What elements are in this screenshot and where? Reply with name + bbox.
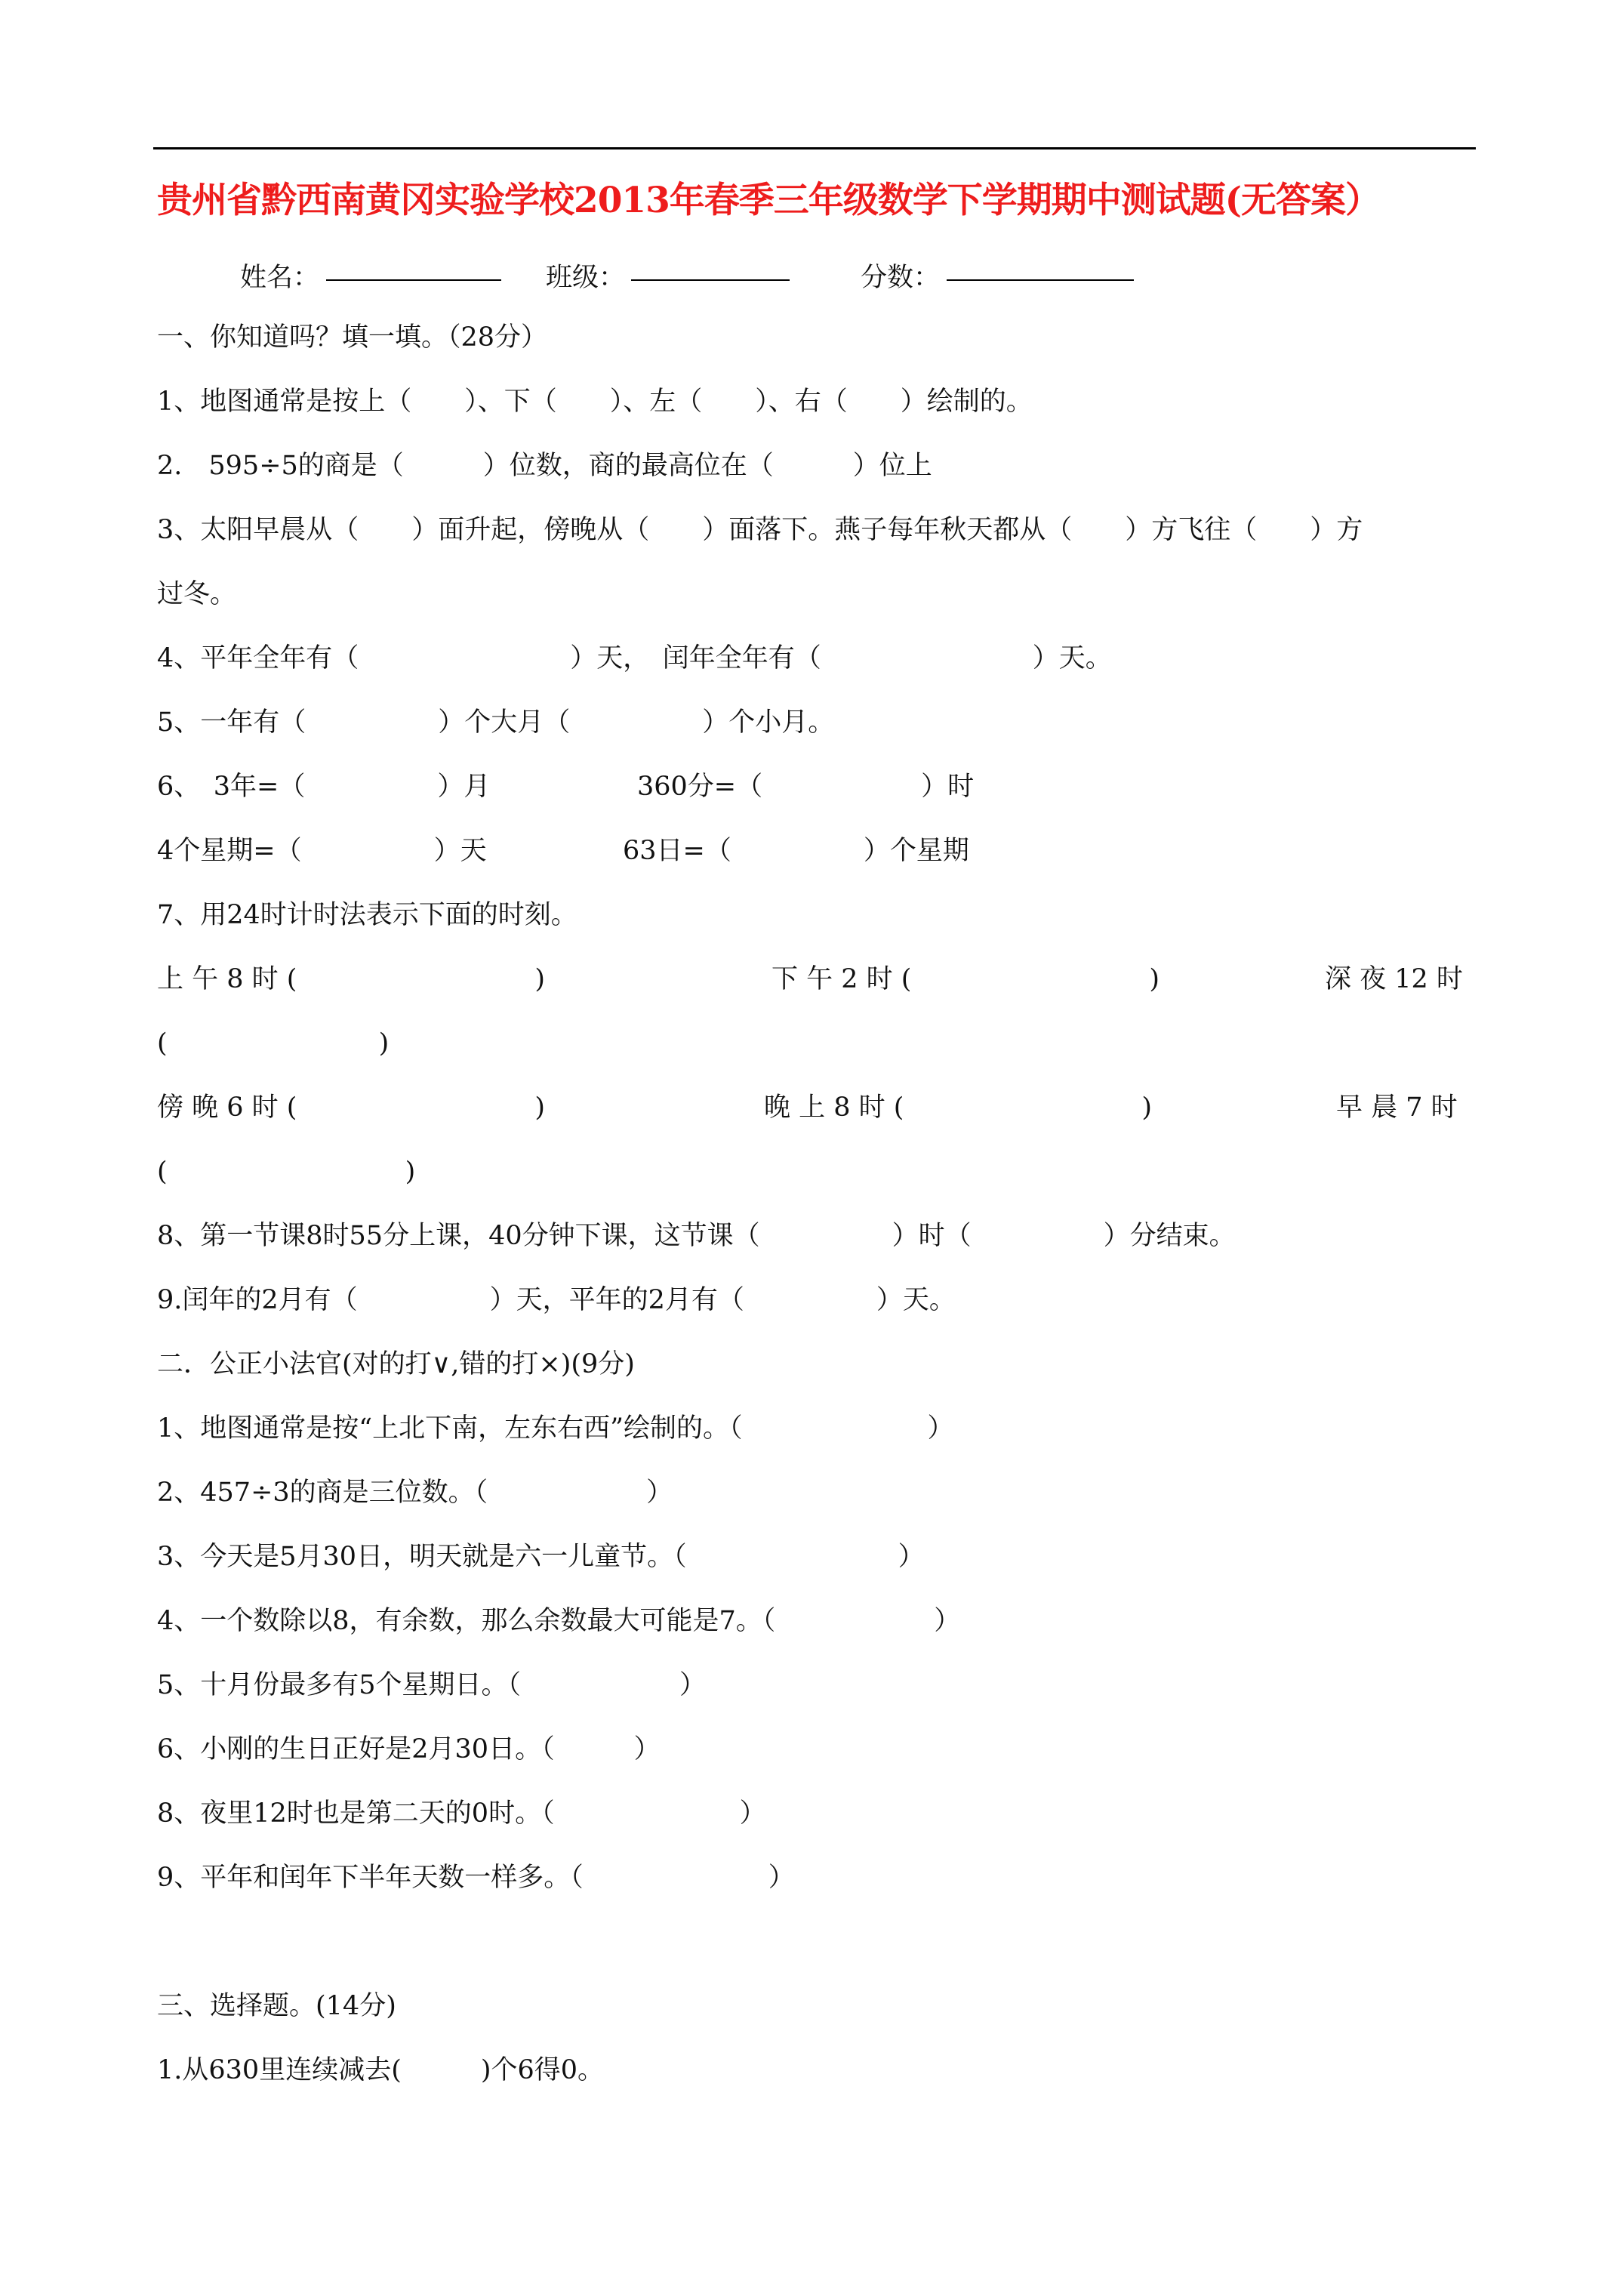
s1-q7-afternoon-2: 下 午 2 时 ( ) xyxy=(771,964,1160,994)
s1-question-3: 3、太阳早晨从（ ）面升起，傍晚从（ ）面落下。燕子每年秋天都从（ ）方飞往（ ）方 xyxy=(157,515,1363,545)
s2-question-1: 1、地图通常是按“上北下南，左东右西”绘制的。（ ） xyxy=(157,1413,954,1444)
s1-question-9: 9.闰年的2月有（ ）天，平年的2月有（ ）天。 xyxy=(157,1285,956,1315)
section-1-heading: 一、你知道吗？填一填。（28分） xyxy=(157,322,548,353)
s1-question-4: 4、平年全年有（ ）天， 闰年全年有（ ）天。 xyxy=(157,643,1112,673)
s1-q7-morning-8: 上 午 8 时 ( ) xyxy=(157,964,546,994)
s2-question-6: 6、小刚的生日正好是2月30日。（ ） xyxy=(157,1734,661,1764)
s1-q7-morning-7-answer: ( ) xyxy=(157,1157,416,1187)
class-field[interactable] xyxy=(631,257,790,281)
s1-q7-midnight-12: 深 夜 12 时 xyxy=(1325,964,1463,994)
header-rule xyxy=(153,147,1476,149)
s1-q7-night-8: 晚 上 8 时 ( ) xyxy=(764,1093,1153,1123)
s1-q7-morning-7: 早 晨 7 时 xyxy=(1336,1093,1458,1123)
class-label: 班级： xyxy=(546,263,626,293)
name-label: 姓名： xyxy=(240,263,320,293)
s1-question-6a-left: 6、 3年=（ ）月 xyxy=(157,772,491,802)
s2-question-3: 3、今天是5月30日，明天就是六一儿童节。（ ） xyxy=(157,1542,925,1572)
s1-question-2: 2. 595÷5的商是（ ）位数，商的最高位在（ ）位上 xyxy=(157,451,932,481)
score-field[interactable] xyxy=(947,257,1134,281)
s1-question-3-cont: 过冬。 xyxy=(157,579,237,609)
s2-question-2: 2、457÷3的商是三位数。（ ） xyxy=(157,1478,673,1508)
s1-q7-evening-6: 傍 晚 6 时 ( ) xyxy=(157,1093,546,1123)
s1-question-6b-left: 4个星期=（ ）天 xyxy=(157,836,487,866)
s2-question-4: 4、一个数除以8，有余数，那么余数最大可能是7。（ ） xyxy=(157,1606,961,1636)
s1-question-6a-right: 360分=（ ）时 xyxy=(637,772,975,802)
s1-question-1: 1、地图通常是按上（ ）、下（ ）、左（ ）、右（ ）绘制的。 xyxy=(157,387,1033,417)
score-label: 分数： xyxy=(861,263,941,293)
s1-q7-midnight-12-answer: ( ) xyxy=(157,1028,390,1059)
s3-question-1: 1.从630里连续减去( )个6得0。 xyxy=(157,2055,605,2085)
section-3-heading: 三、选择题。(14分) xyxy=(157,1991,396,2021)
section-2-heading: 二．公正小法官(对的打∨,错的打×)(9分) xyxy=(157,1349,635,1379)
s2-question-5: 5、十月份最多有5个星期日。（ ） xyxy=(157,1670,707,1700)
s2-question-8: 8、夜里12时也是第二天的0时。（ ） xyxy=(157,1798,766,1829)
name-field[interactable] xyxy=(326,257,501,281)
s1-question-5: 5、一年有（ ）个大月（ ）个小月。 xyxy=(157,707,835,738)
s1-question-6b-right: 63日=（ ）个星期 xyxy=(623,836,969,866)
s1-question-7: 7、用24时计时法表示下面的时刻。 xyxy=(157,900,577,930)
s2-question-9: 9、平年和闰年下半年天数一样多。（ ） xyxy=(157,1863,795,1893)
page-title: 贵州省黔西南黄冈实验学校2013年春季三年级数学下学期期中测试题(无答案） xyxy=(157,180,1381,221)
s1-question-8: 8、第一节课8时55分上课，40分钟下课，这节课（ ）时（ ）分结束。 xyxy=(157,1221,1236,1251)
